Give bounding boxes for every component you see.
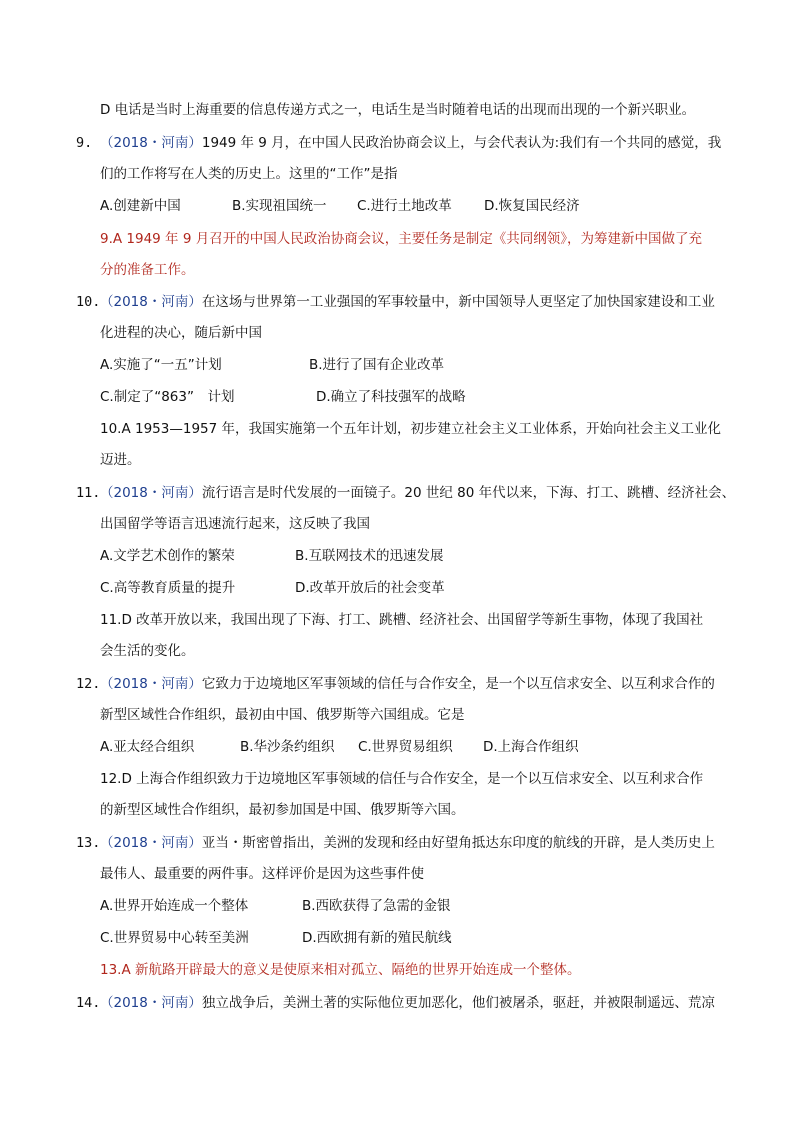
question-stem [100,674,715,694]
option-a: A.亚太经合组织 [100,739,195,755]
question-stem [100,833,715,853]
answer-explanation: 10.A 1953—1957 年，我国实施第一个五年计划，初步建立社会主义工业体系，开始向社会主义工业化 [100,421,721,437]
answer-explanation-cont: 的新型区域性合作组织，最初参加国是中国、俄罗斯等六国。 [100,802,465,818]
answer-explanation: 11.D 改革开放以来，我国出现了下海、打工、跳槽、经济社会、出国留学等新生事物，体现了我国社 [100,612,704,628]
question-stem-cont: 最伟人、最重要的两件事。这样评价是因为这些事件使 [100,866,424,882]
stem-text: 独立战争后，美洲土著的实际他位更加恶化，他们被屠杀，驱赶，并被限制遥远、荒凉 [201,995,715,1011]
option-b: B.互联网技术的迅速发展 [295,548,444,564]
option-a: A.世界开始连成一个整体 [100,898,249,914]
option-c: C.进行土地改革 [357,198,452,214]
stem-text: 亚当・斯密曾指出，美洲的发现和经由好望角抵达东印度的航线的开辟，是人类历史上 [201,835,715,851]
question-stem [100,993,715,1013]
option-d: D.确立了科技强军的战略 [316,389,466,405]
question-source: （2018・河南） [100,294,202,310]
option-c: C.高等教育质量的提升 [100,580,236,596]
option-c: C.世界贸易组织 [358,739,453,755]
question-stem [100,483,735,503]
question-source: （2018・河南） [100,835,202,851]
question-number: 13. [76,835,101,851]
option-b: B.实现祖国统一 [232,198,327,214]
question-number: 14. [76,995,101,1011]
question-stem-cont: 化进程的决心，随后新中国 [100,325,262,341]
option-a: A.文学艺术创作的繁荣 [100,548,235,564]
option-a: A.实施了“一五”计划 [100,357,222,373]
question-stem-cont: 们的工作将写在人类的历史上。这里的“工作”是指 [100,166,398,182]
option-d: D.恢复国民经济 [484,198,580,214]
option-b: B.进行了国有企业改革 [309,357,445,373]
question-number: 12. [76,676,101,692]
answer-explanation: 9.A 1949 年 9 月召开的中国人民政治协商会议，主要任务是制定《共同纲领》，为筹建新中国做了充 [100,231,702,247]
option-b: B.西欧获得了急需的金银 [302,898,451,914]
stem-text: 流行语言是时代发展的一面镜子。20 世纪 80 年代以来，下海、打工、跳槽、经济社会、 [201,485,736,501]
question-number: 10. [76,294,101,310]
option-c: C.制定了“863” 计划 [100,389,235,405]
stem-text: 在这场与世界第一工业强国的军事较量中，新中国领导人更坚定了加快国家建设和工业 [201,294,715,310]
answer-explanation-cont: 会生活的变化。 [100,643,195,659]
question-stem-cont: 出国留学等语言迅速流行起来，这反映了我国 [100,516,370,532]
option-d: D.上海合作组织 [483,739,579,755]
question-stem [100,133,721,153]
question-number: 11. [76,485,101,501]
answer-explanation-cont: 分的准备工作。 [100,262,195,278]
answer-explanation-cont: 迈进。 [100,452,141,468]
option-d: D.改革开放后的社会变革 [295,580,445,596]
option-c: C.世界贸易中心转至美洲 [100,930,249,946]
option-a: A.创建新中国 [100,198,181,214]
answer-line: D 电话是当时上海重要的信息传递方式之一，电话生是当时随着电话的出现而出现的一个新兴职业。 [100,102,696,118]
answer-explanation: 12.D 上海合作组织致力于边境地区军事领域的信任与合作安全，是一个以互信求安全、以互利求合作 [100,771,704,787]
question-stem [100,292,715,312]
option-d: D.西欧拥有新的殖民航线 [302,930,452,946]
question-source: （2018・河南） [100,135,202,151]
option-b: B.华沙条约组织 [240,739,335,755]
question-number: 9. [76,135,93,151]
stem-text: 1949 年 9 月，在中国人民政治协商会议上，与会代表认为:我们有一个共同的感觉，我 [201,135,722,151]
stem-text: 它致力于边境地区军事领域的信任与合作安全，是一个以互信求安全、以互利求合作的 [201,676,715,692]
answer-explanation: 13.A 新航路开辟最大的意义是使原来相对孤立、隔绝的世界开始连成一个整体。 [100,962,581,978]
question-source: （2018・河南） [100,676,202,692]
question-source: （2018・河南） [100,995,202,1011]
question-stem-cont: 新型区域性合作组织，最初由中国、俄罗斯等六国组成。它是 [100,707,465,723]
question-source: （2018・河南） [100,485,202,501]
